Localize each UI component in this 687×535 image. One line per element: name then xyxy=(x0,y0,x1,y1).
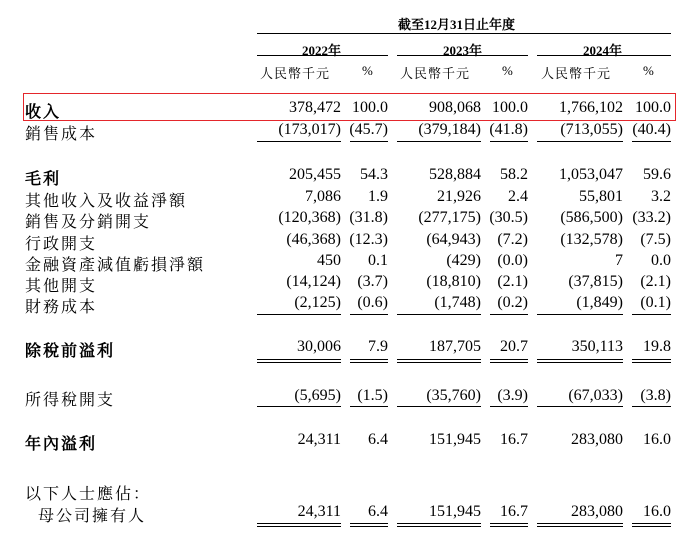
row-value-p2024: 3.2 xyxy=(651,188,671,205)
row-value-v2024: (1,849) xyxy=(576,294,623,311)
row-value-p2022: (45.7) xyxy=(349,121,388,138)
row-value-v2024: 7 xyxy=(615,252,623,269)
row-value-p2022: 7.9 xyxy=(368,338,388,355)
row-value-v2022: 205,455 xyxy=(289,166,341,183)
row-value-v2022: (46,368) xyxy=(286,231,341,248)
row-label: 銷售成本 xyxy=(25,126,98,143)
row-value-v2023: (429) xyxy=(446,252,481,269)
row-value-v2024: (67,033) xyxy=(568,387,623,404)
row-value-p2023: 16.7 xyxy=(500,503,528,520)
figure-underline xyxy=(257,523,341,524)
row-value-p2024: (40.4) xyxy=(632,121,671,138)
figure-underline xyxy=(490,359,528,360)
figure-underline xyxy=(257,359,341,360)
row-value-v2023: (277,175) xyxy=(418,209,481,226)
year-2022-header: 2022年 xyxy=(302,43,342,58)
figure-underline xyxy=(350,362,388,363)
figure-underline xyxy=(397,314,481,315)
figure-underline xyxy=(632,526,671,527)
figure-underline xyxy=(537,523,623,524)
figure-underline xyxy=(537,406,623,407)
row-value-v2024: 350,113 xyxy=(571,338,623,355)
row-value-p2024: 100.0 xyxy=(635,99,671,116)
year-2023-rule xyxy=(397,55,528,56)
figure-underline xyxy=(397,141,481,142)
figure-underline xyxy=(490,406,528,407)
row-value-p2023: 58.2 xyxy=(500,166,528,183)
row-value-p2023: (41.8) xyxy=(489,121,528,138)
row-value-v2022: 30,006 xyxy=(297,338,341,355)
row-value-v2023: (35,760) xyxy=(426,387,481,404)
row-label: 毛利 xyxy=(25,171,62,188)
row-value-p2023: 2.4 xyxy=(508,188,528,205)
figure-underline xyxy=(632,141,671,142)
row-value-v2024: 55,801 xyxy=(579,188,623,205)
row-value-v2022: (173,017) xyxy=(278,121,341,138)
pct-label-2022: % xyxy=(362,63,374,78)
row-value-p2024: (3.8) xyxy=(640,387,671,404)
figure-underline xyxy=(397,523,481,524)
figure-underline xyxy=(397,406,481,407)
row-value-v2023: 21,926 xyxy=(437,188,481,205)
figure-underline xyxy=(632,406,671,407)
row-value-p2022: 54.3 xyxy=(360,166,388,183)
period-header: 截至12月31日止年度 xyxy=(398,17,516,32)
unit-label-2022: 人民幣千元 xyxy=(260,66,331,81)
row-value-v2022: 24,311 xyxy=(297,503,341,520)
row-value-v2022: 24,311 xyxy=(297,431,341,448)
row-label: 金融資產減值虧損淨額 xyxy=(25,257,206,274)
figure-underline xyxy=(537,141,623,142)
row-value-v2023: (1,748) xyxy=(434,294,481,311)
year-2023-header: 2023年 xyxy=(443,43,483,58)
row-value-p2022: (3.7) xyxy=(357,273,388,290)
figure-underline xyxy=(257,406,341,407)
row-value-v2024: 283,080 xyxy=(571,503,623,520)
figure-underline xyxy=(257,526,341,527)
row-value-p2022: 0.1 xyxy=(368,252,388,269)
row-value-p2023: 20.7 xyxy=(500,338,528,355)
figure-underline xyxy=(397,526,481,527)
figure-underline xyxy=(632,523,671,524)
pct-label-2024: % xyxy=(643,63,655,78)
row-value-v2022: (2,125) xyxy=(294,294,341,311)
row-value-v2022: 378,472 xyxy=(289,99,341,116)
row-value-p2023: (0.0) xyxy=(497,252,528,269)
row-value-v2024: 283,080 xyxy=(571,431,623,448)
row-value-p2022: (12.3) xyxy=(349,231,388,248)
figure-underline xyxy=(350,314,388,315)
figure-underline xyxy=(490,362,528,363)
row-value-v2022: 450 xyxy=(317,252,341,269)
row-value-p2022: 6.4 xyxy=(368,503,388,520)
row-value-p2024: (33.2) xyxy=(632,209,671,226)
row-label: 年內溢利 xyxy=(25,436,98,453)
row-label: 以下人士應佔： xyxy=(25,486,152,503)
row-value-p2024: (0.1) xyxy=(640,294,671,311)
row-value-p2023: (2.1) xyxy=(497,273,528,290)
row-value-p2024: (7.5) xyxy=(640,231,671,248)
row-value-p2022: 1.9 xyxy=(368,188,388,205)
figure-underline xyxy=(257,141,341,142)
figure-underline xyxy=(537,362,623,363)
row-value-p2022: 100.0 xyxy=(352,99,388,116)
row-value-v2024: (37,815) xyxy=(568,273,623,290)
figure-underline xyxy=(350,523,388,524)
figure-underline xyxy=(350,406,388,407)
row-value-v2024: 1,766,102 xyxy=(559,99,623,116)
figure-underline xyxy=(350,141,388,142)
row-value-v2023: (18,810) xyxy=(426,273,481,290)
row-value-p2024: 16.0 xyxy=(643,503,671,520)
row-value-p2024: 59.6 xyxy=(643,166,671,183)
row-value-v2023: 528,884 xyxy=(429,166,481,183)
row-label: 母公司擁有人 xyxy=(38,508,147,525)
period-rule xyxy=(257,33,671,34)
row-label: 其他收入及收益淨額 xyxy=(25,193,188,210)
figure-underline xyxy=(490,141,528,142)
row-label: 所得稅開支 xyxy=(25,392,116,409)
row-value-p2024: (2.1) xyxy=(640,273,671,290)
year-2024-header: 2024年 xyxy=(583,43,623,58)
figure-underline xyxy=(257,314,341,315)
row-value-p2023: (30.5) xyxy=(489,209,528,226)
row-value-v2022: 7,086 xyxy=(305,188,341,205)
figure-underline xyxy=(350,526,388,527)
row-value-p2022: (0.6) xyxy=(357,294,388,311)
row-value-v2024: (132,578) xyxy=(560,231,623,248)
row-value-p2022: (31.8) xyxy=(349,209,388,226)
row-value-v2023: 151,945 xyxy=(429,503,481,520)
figure-underline xyxy=(257,362,341,363)
figure-underline xyxy=(397,362,481,363)
row-value-v2023: (379,184) xyxy=(418,121,481,138)
row-value-p2023: 100.0 xyxy=(492,99,528,116)
row-value-v2022: (120,368) xyxy=(278,209,341,226)
figure-underline xyxy=(350,359,388,360)
row-value-p2022: (1.5) xyxy=(357,387,388,404)
row-value-p2023: 16.7 xyxy=(500,431,528,448)
row-value-p2024: 0.0 xyxy=(651,252,671,269)
row-value-p2023: (0.2) xyxy=(497,294,528,311)
row-value-v2022: (14,124) xyxy=(286,273,341,290)
figure-underline xyxy=(632,314,671,315)
row-value-v2023: 908,068 xyxy=(429,99,481,116)
year-2022-rule xyxy=(257,55,388,56)
figure-underline xyxy=(632,359,671,360)
year-2024-rule xyxy=(537,55,671,56)
unit-label-2023: 人民幣千元 xyxy=(400,66,471,81)
row-label: 銷售及分銷開支 xyxy=(25,214,152,231)
row-label: 其他開支 xyxy=(25,278,98,295)
row-value-p2023: (3.9) xyxy=(497,387,528,404)
row-value-v2024: (586,500) xyxy=(560,209,623,226)
figure-underline xyxy=(537,314,623,315)
figure-underline xyxy=(397,359,481,360)
figure-underline xyxy=(537,359,623,360)
row-value-p2023: (7.2) xyxy=(497,231,528,248)
figure-underline xyxy=(537,526,623,527)
pct-label-2023: % xyxy=(502,63,514,78)
row-value-v2023: (64,943) xyxy=(426,231,481,248)
row-value-p2024: 19.8 xyxy=(643,338,671,355)
row-value-v2022: (5,695) xyxy=(294,387,341,404)
figure-underline xyxy=(490,314,528,315)
unit-label-2024: 人民幣千元 xyxy=(541,66,612,81)
figure-underline xyxy=(632,362,671,363)
row-value-p2022: 6.4 xyxy=(368,431,388,448)
row-value-v2023: 187,705 xyxy=(429,338,481,355)
row-label: 行政開支 xyxy=(25,236,98,253)
figure-underline xyxy=(490,523,528,524)
row-label: 除稅前溢利 xyxy=(25,343,116,360)
row-label: 收入 xyxy=(25,104,62,121)
row-value-v2024: 1,053,047 xyxy=(559,166,623,183)
row-value-p2024: 16.0 xyxy=(643,431,671,448)
row-value-v2023: 151,945 xyxy=(429,431,481,448)
row-label: 財務成本 xyxy=(25,299,98,316)
row-value-v2024: (713,055) xyxy=(560,121,623,138)
figure-underline xyxy=(490,526,528,527)
